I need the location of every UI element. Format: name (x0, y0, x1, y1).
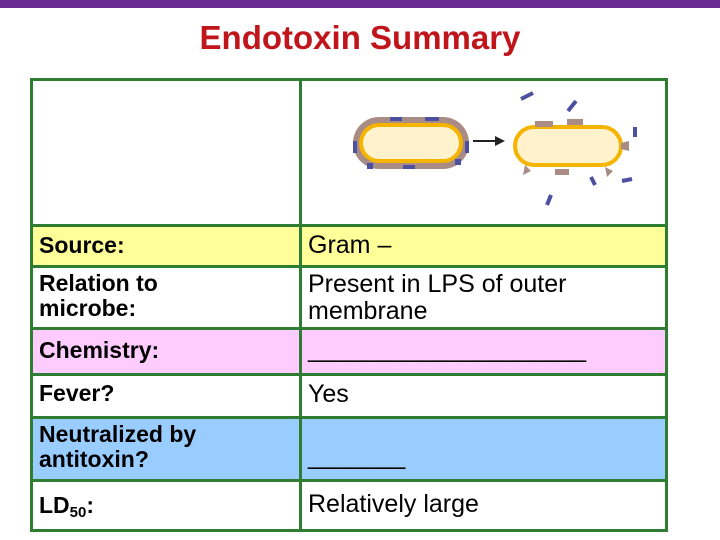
label-ld50 (39, 493, 94, 525)
bacterium-with-lps-icon (353, 117, 469, 169)
label-source: Source: (39, 232, 125, 258)
value-antitoxin-blank: _______ (308, 442, 406, 470)
row-divider (33, 265, 665, 268)
value-relation-to-microbe: Present in LPS of outer membrane (308, 270, 567, 325)
row-divider (33, 373, 665, 376)
label-chemistry: Chemistry: (39, 337, 160, 363)
value-chemistry-blank: ____________________ (308, 335, 587, 363)
row-divider (33, 224, 665, 227)
top-accent-bar (0, 0, 720, 8)
label-ld50-colon: : (86, 492, 95, 518)
arrow-icon (473, 136, 505, 146)
row-divider (33, 416, 665, 419)
value-fever: Yes (308, 380, 349, 408)
value-ld50: Relatively large (308, 490, 479, 518)
slide-title: Endotoxin Summary (199, 19, 521, 56)
label-neutralized-by-antitoxin: Neutralized by antitoxin? (39, 421, 197, 472)
summary-table (30, 78, 668, 532)
lysed-bacterium-releasing-endotoxin-icon (515, 93, 635, 205)
column-divider (299, 81, 302, 529)
label-relation-to-microbe: Relation to microbe: (39, 270, 158, 321)
label-fever: Fever? (39, 380, 115, 406)
label-ld50-main: LD (39, 492, 70, 518)
label-ld50-subscript: 50 (69, 504, 87, 521)
value-source: Gram – (308, 231, 392, 259)
row-divider (33, 479, 665, 482)
endotoxin-illustration (305, 81, 665, 224)
row-divider (33, 327, 665, 330)
